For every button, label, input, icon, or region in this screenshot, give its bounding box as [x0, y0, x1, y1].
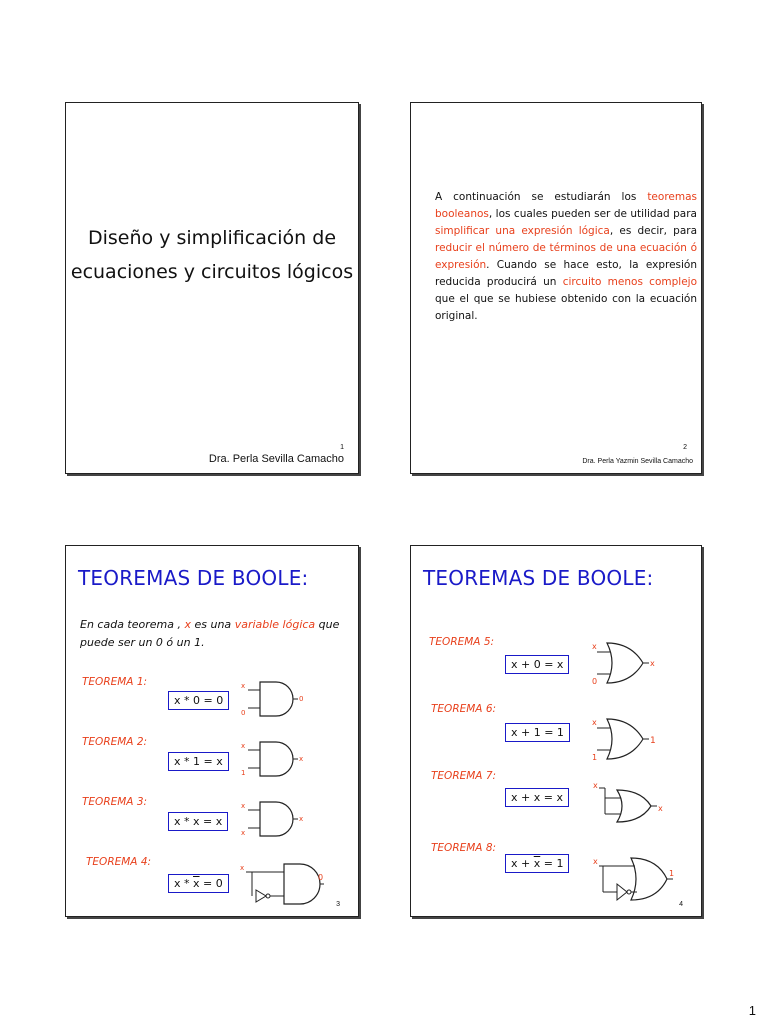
slide-heading: TEOREMAS DE BOOLE:	[423, 566, 654, 590]
theorem-equation: x + 1 = 1	[505, 723, 570, 742]
output-label: 0	[318, 873, 324, 882]
input-label: 1	[592, 753, 598, 762]
output-label: x	[650, 659, 655, 668]
input-label: x	[241, 829, 246, 837]
output-label: 0	[299, 695, 304, 703]
theorem-label: TEOREMA 1:	[82, 676, 148, 688]
slide-2	[410, 102, 702, 474]
input-label: x	[241, 802, 246, 810]
output-label: 1	[650, 736, 656, 746]
theorem-equation: $x + \overline{x} = 1$	[505, 854, 569, 873]
or-gate-icon	[591, 716, 661, 762]
theorem-label: TEOREMA 7:	[431, 770, 497, 782]
input-label: x	[593, 857, 598, 866]
output-label: x	[299, 815, 304, 823]
input-label: x	[241, 742, 246, 750]
theorem-equation: $x * \overline{x} = 0$	[168, 874, 229, 893]
input-label: x	[592, 642, 597, 651]
slide-1	[65, 102, 359, 474]
or-gate-icon	[591, 780, 671, 828]
author: Dra. Perla Sevilla Camacho	[208, 453, 344, 465]
theorem-label: TEOREMA 2:	[82, 736, 148, 748]
intro-text: En cada teorema , x es una variable lógica que puede ser un 0 ó un 1.	[80, 618, 340, 649]
sheet-page-number: 1	[748, 1003, 756, 1018]
input-label: 0	[241, 709, 246, 717]
or-gate-icon	[591, 640, 661, 686]
and-gate-icon	[238, 798, 308, 840]
theorem-equation: x * x = x	[168, 812, 228, 831]
output-label: x	[299, 755, 304, 763]
theorem-equation: x * 1 = x	[168, 752, 229, 771]
theorem-equation: x * 0 = 0	[168, 691, 229, 710]
output-label: x	[658, 804, 663, 813]
theorem-label: TEOREMA 3:	[82, 796, 148, 808]
theorem-equation: x + x = x	[505, 788, 569, 807]
slide-number: 1	[340, 444, 344, 451]
slide-number: 3	[336, 901, 340, 908]
theorem-label: TEOREMA 8:	[431, 842, 497, 854]
slide-number: 2	[683, 444, 687, 451]
input-label: x	[241, 682, 246, 690]
intro-paragraph: A continuación se estudiarán los teoremas booleanos, los cuales pueden ser de utilidad para simplificar una expresión lógica, es decir, para reducir el número de términos de una ecuación ó expresión. Cuando se hace esto, la expresión reducida producirá un circuito menos complejo que el que se hubiese obtenido con la ecuación original.	[435, 191, 697, 322]
input-label: 0	[592, 677, 598, 686]
theorem-equation: x + 0 = x	[505, 655, 569, 674]
output-label: 1	[669, 869, 675, 878]
input-label: 1	[241, 769, 246, 777]
input-label: x	[593, 781, 598, 790]
slide-title: Diseño y simplificación de ecuaciones y circuitos lógicos	[70, 227, 354, 283]
or-gate-with-not-icon	[591, 846, 681, 908]
slide-4	[410, 545, 702, 917]
and-gate-icon	[238, 738, 308, 780]
theorem-label: TEOREMA 5:	[429, 636, 495, 648]
slide-number: 4	[679, 901, 683, 908]
and-gate-icon	[238, 678, 308, 720]
author: Dra. Perla Yazmin Sevilla Camacho	[582, 458, 693, 465]
slide-3	[65, 545, 359, 917]
and-gate-with-not-icon	[238, 858, 328, 908]
input-label: x	[240, 864, 245, 872]
theorem-label: TEOREMA 6:	[431, 703, 497, 715]
theorem-label: TEOREMA 4:	[86, 856, 152, 868]
slide-heading: TEOREMAS DE BOOLE:	[78, 566, 309, 590]
input-label: x	[592, 718, 597, 727]
